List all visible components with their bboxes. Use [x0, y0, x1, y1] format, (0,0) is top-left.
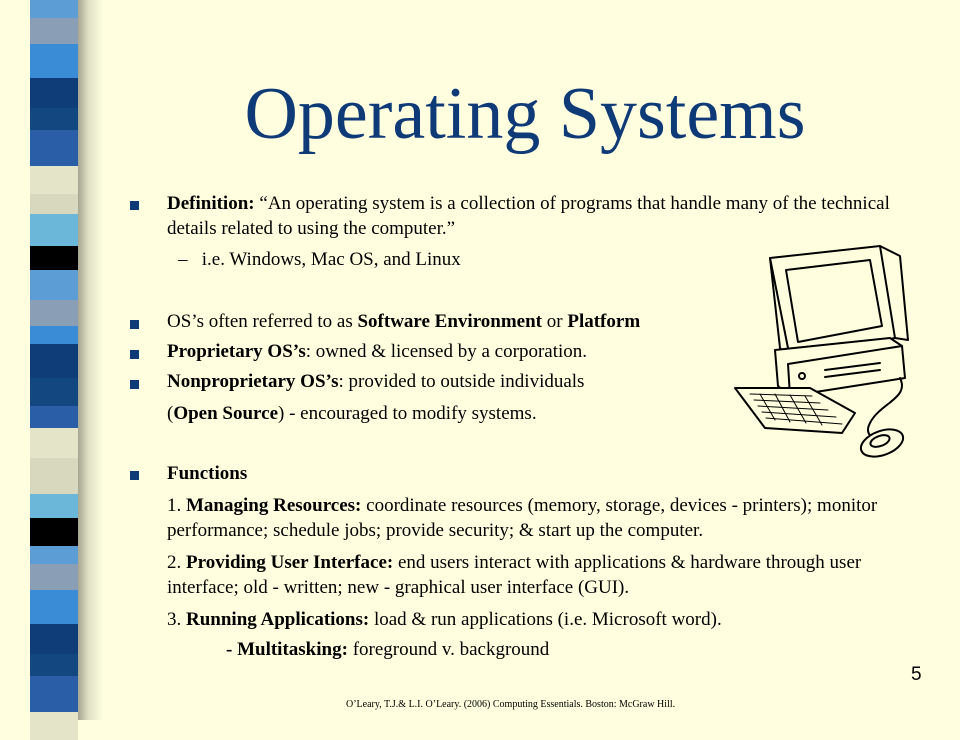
- stripe-block: [30, 564, 78, 590]
- stripe-block: [30, 18, 78, 44]
- function-2: [167, 551, 867, 600]
- stripe-block: [30, 194, 78, 214]
- proprietary-text: : owned & licensed by a corporation.: [305, 341, 588, 362]
- software-environment-term: Software Environment: [357, 311, 543, 332]
- functions-heading: [167, 462, 247, 487]
- stripe-block: [30, 654, 78, 676]
- stripe-block: [30, 518, 78, 546]
- stripe-block: [30, 300, 78, 326]
- square-bullet-icon: [130, 320, 139, 329]
- stripe-block: [30, 712, 78, 740]
- function-3-title: Running Applications:: [186, 609, 370, 630]
- function-3-number: 3.: [167, 609, 186, 630]
- function-1-number: 1.: [167, 495, 186, 516]
- open-source-text: ) - encouraged to modify systems.: [278, 403, 537, 424]
- stripe-block: [30, 214, 78, 246]
- stripe-block: [30, 494, 78, 518]
- function-2-number: 2.: [167, 552, 186, 573]
- platform-line: [167, 310, 640, 335]
- open-source-line: [167, 402, 537, 427]
- function-1-title: Managing Resources:: [186, 495, 362, 516]
- source-citation: O’Leary, T.J.& L.I. O’Leary. (2006) Computing Essentials. Boston: McGraw Hill.: [346, 699, 676, 710]
- function-2-text: end users interact with applications & hardware through user interface; old - written; new - graphical user interface (GUI).: [167, 552, 862, 598]
- square-bullet-icon: [130, 350, 139, 359]
- example-text: i.e. Windows, Mac OS, and Linux: [201, 249, 461, 270]
- stripe-block: [30, 428, 78, 458]
- definition-paragraph: [167, 192, 907, 241]
- function-3-text: load & run applications (i.e. Microsoft word).: [369, 609, 722, 630]
- stripe-block: [30, 166, 78, 194]
- stripe-block: [30, 546, 78, 564]
- platform-term: Platform: [567, 311, 641, 332]
- stripe-block: [30, 590, 78, 624]
- stripe-block: [30, 246, 78, 270]
- open-source-term: Open Source: [173, 403, 279, 424]
- functions-label: Functions: [167, 463, 248, 484]
- function-2-title: Providing User Interface:: [186, 552, 394, 573]
- function-1-text: coordinate resources (memory, storage, devices - printers); monitor performance; schedule jobs; provide security; & start up the computer.: [167, 495, 878, 541]
- computer-clipart-icon: [730, 238, 910, 463]
- definition-text: “An operating system is a collection of programs that handle many of the technical details related to using the computer.”: [167, 193, 890, 239]
- stripe-block: [30, 344, 78, 378]
- example-line: [178, 248, 461, 273]
- square-bullet-icon: [130, 471, 139, 480]
- proprietary-term: Proprietary OS’s: [167, 341, 306, 362]
- function-1: [167, 494, 912, 543]
- stripe-block: [30, 624, 78, 654]
- example-dash: –: [178, 249, 188, 270]
- stripe-block: [30, 326, 78, 344]
- square-bullet-icon: [130, 201, 139, 210]
- nonproprietary-term: Nonproprietary OS’s: [167, 371, 339, 392]
- platform-mid: or: [542, 311, 568, 332]
- nonproprietary-text: : provided to outside individuals: [338, 371, 585, 392]
- multitasking-term: - Multitasking:: [226, 639, 348, 660]
- nonproprietary-line: [167, 370, 584, 395]
- multitasking-text: foreground v. background: [347, 639, 550, 660]
- multitasking-line: [226, 638, 549, 663]
- stripe-block: [30, 676, 78, 712]
- proprietary-line: [167, 340, 587, 365]
- stripe-block: [30, 270, 78, 300]
- square-bullet-icon: [130, 380, 139, 389]
- stripe-block: [30, 0, 78, 18]
- platform-pre: OS’s often referred to as: [167, 311, 358, 332]
- open-paren: (: [167, 403, 174, 424]
- definition-label: Definition:: [167, 193, 255, 214]
- stripe-block: [30, 406, 78, 428]
- page-number: 5: [911, 664, 922, 685]
- stripe-block: [30, 378, 78, 406]
- slide-title: Operating Systems: [244, 73, 806, 155]
- stripe-block: [30, 458, 78, 494]
- function-3: [167, 608, 722, 633]
